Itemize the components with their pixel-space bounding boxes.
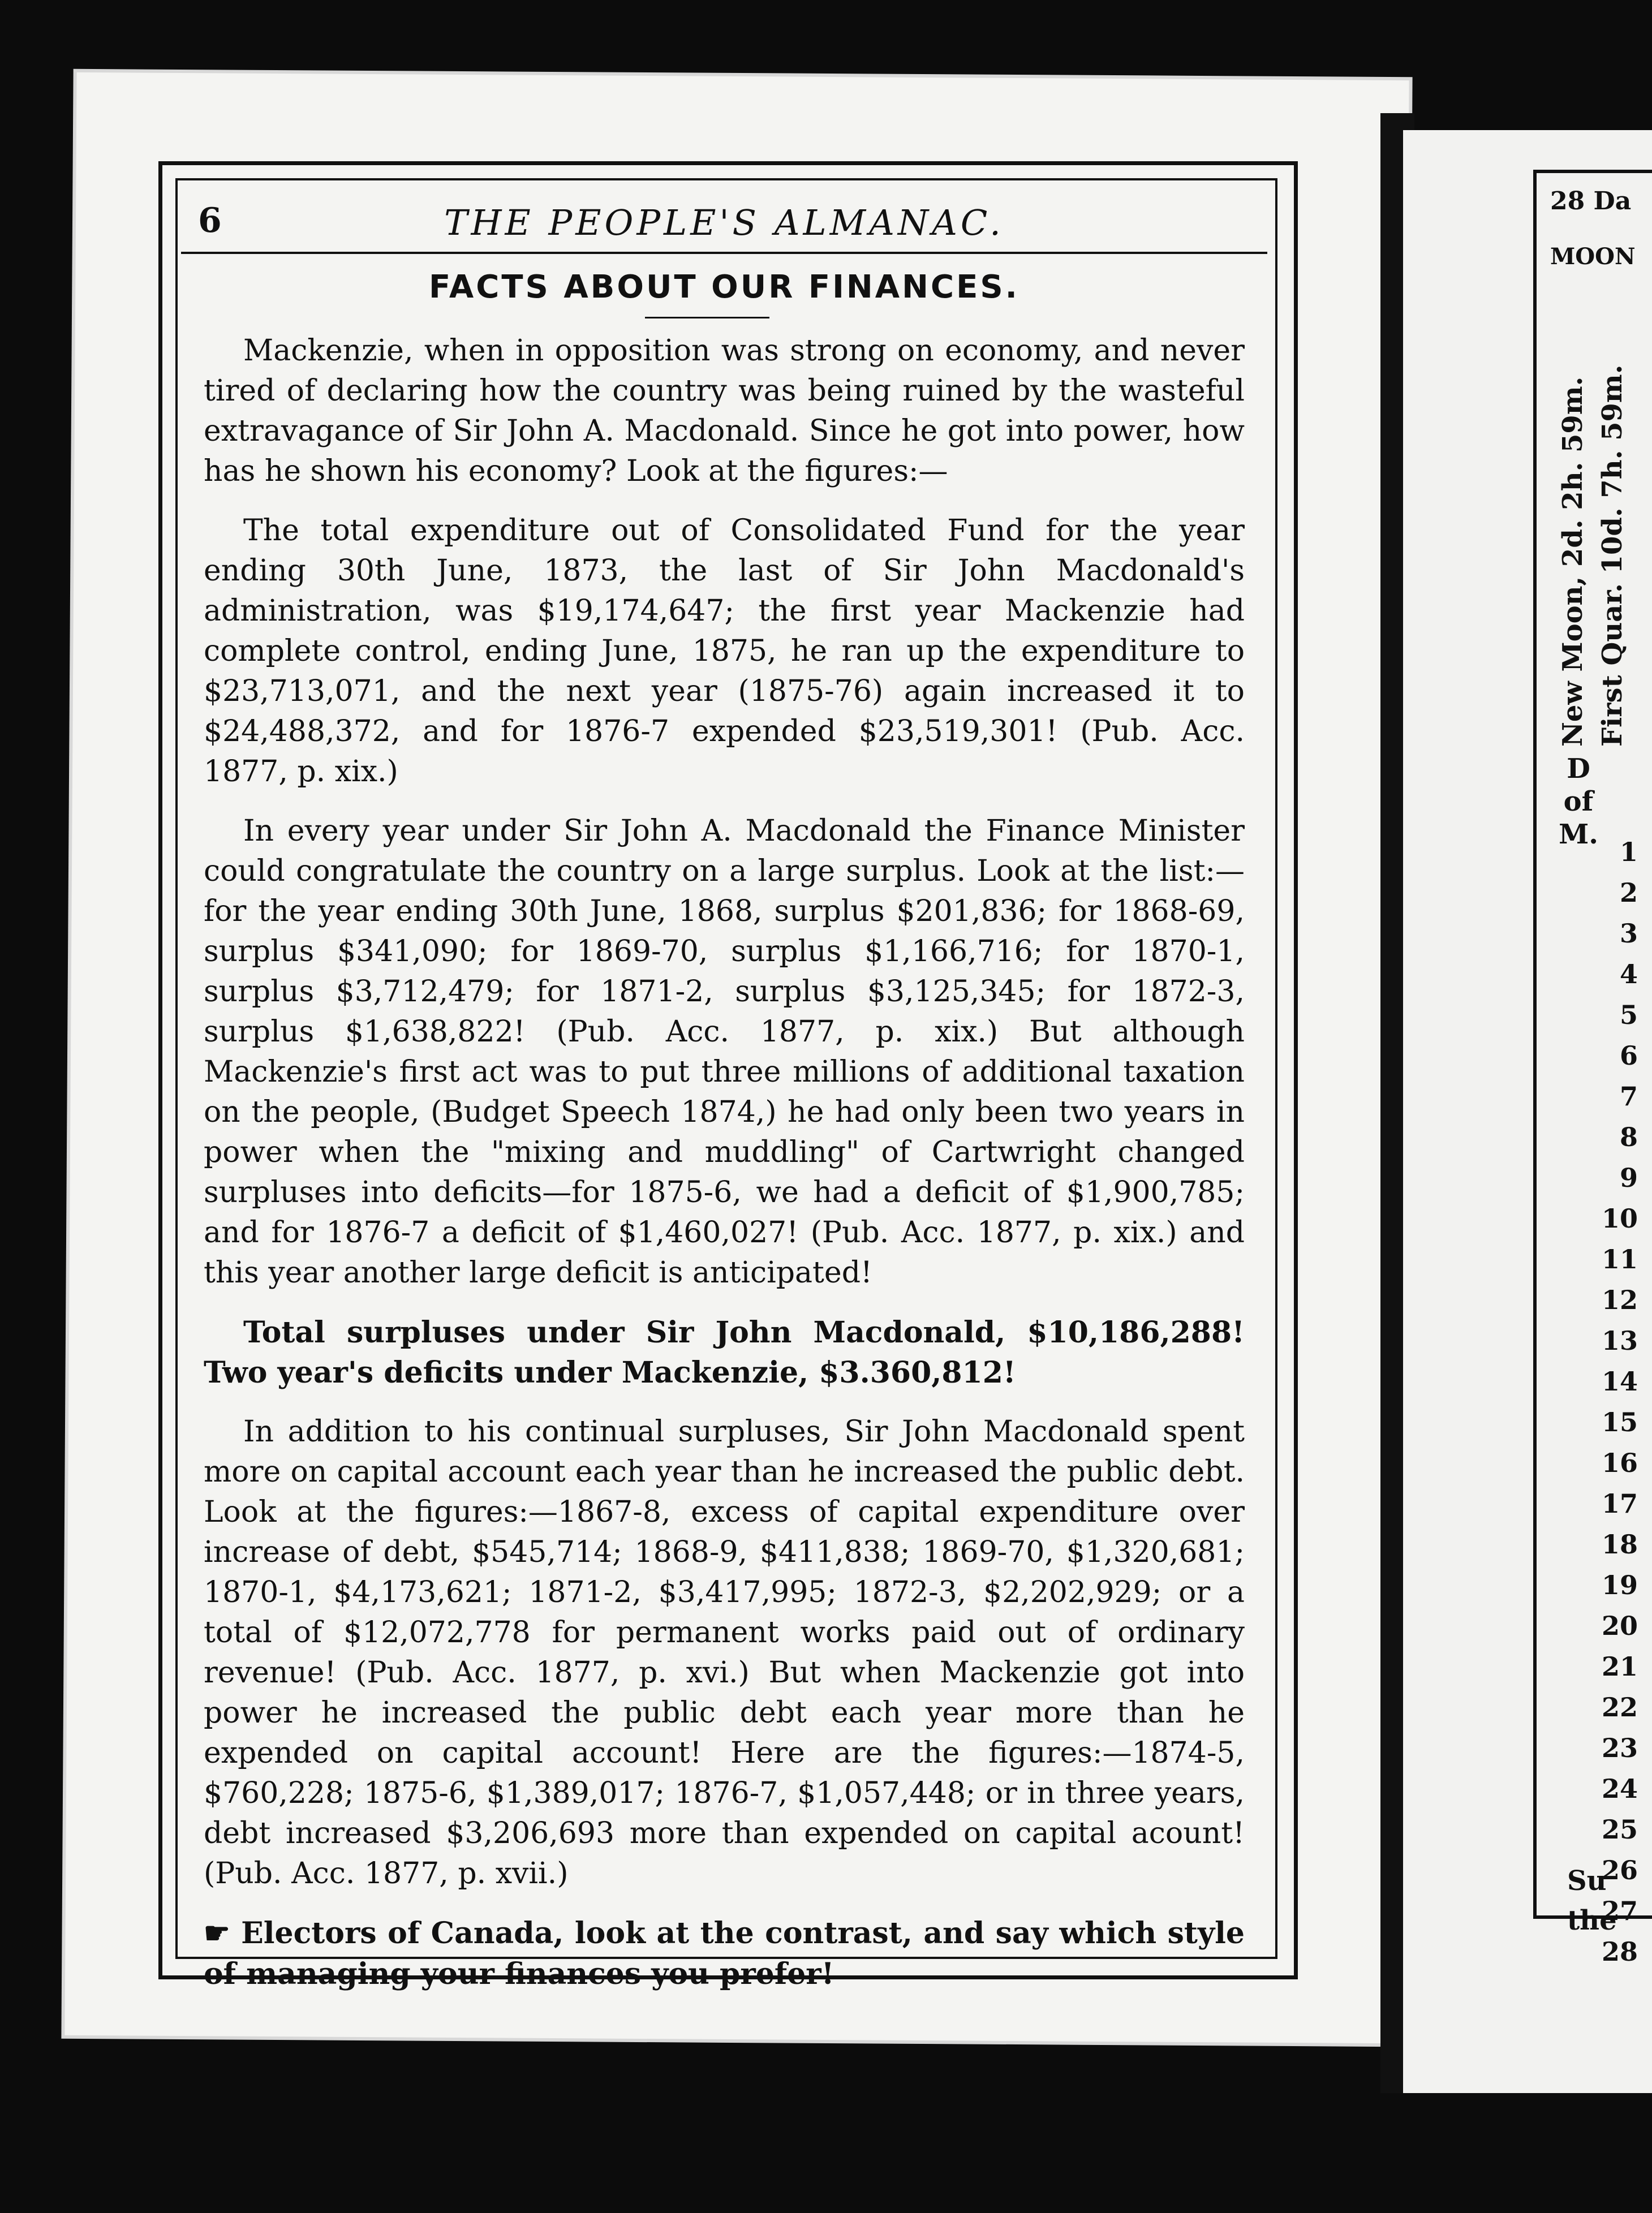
day-number: 25 xyxy=(1601,1814,1638,1845)
closing-paragraph xyxy=(204,1913,1245,1995)
paragraph: Mackenzie, when in opposition was strong on economy, and never tired of declaring how the country was being ruined by the wasteful extravagance of Sir John A. Macdonald. Since he got into power, how has he shown his economy? Look at the figures:— xyxy=(204,334,1245,488)
paragraph: The total expenditure out of Consolidated Fund for the year ending 30th June, 1873, the last of Sir John Macdonald's administration, was $19,174,647; the first year Mackenzie had complete control, ending June, 1875, he ran up the expenditure to $23,713,071, and the next year (1875-76) again increased it to $24,488,372, and for 1876-7 expended $23,519,301! (Pub. Acc. 1877, p. xix.) xyxy=(204,514,1245,789)
day-number: 10 xyxy=(1601,1203,1638,1234)
day-number: 6 xyxy=(1619,1040,1638,1071)
day-number: 1 xyxy=(1619,837,1638,867)
day-number: 27 xyxy=(1601,1896,1638,1926)
day-number: 28 xyxy=(1601,1936,1638,1967)
day-number: 9 xyxy=(1619,1163,1638,1193)
article-body xyxy=(204,331,1245,2014)
paragraph: In every year under Sir John A. Macdonald the Finance Minister could congratulate the country on a large surplus. Look at the list:—for the year ending 30th June, 1868, surplus $201,836; for 1868-69, surplus $341,090; for 1869-70, surplus $1,166,716; for 1870-1, surplus $3,712,479; for 1871-2, surplus $3,125,345; for 1872-3, surplus $1,638,822! (Pub. Acc. 1877, p. xix.) But although Mackenzie's first act was to put three millions of additional taxation on the people, (Budget Speech 1874,) he had only been two years in power when the "mixing and muddling" of Cartwright changed surpluses into deficits—for 1875-6, we had a deficit of $1,900,785; and for 1876-7 a deficit of $1,460,027! (Pub. Acc. 1877, p. xix.) and this year another large deficit is anticipated! xyxy=(204,814,1245,1290)
page-number: 6 xyxy=(198,201,222,240)
day-list xyxy=(1553,832,1638,1972)
day-number: 16 xyxy=(1601,1448,1638,1478)
day-number: 22 xyxy=(1601,1692,1638,1723)
moon-phase: First Quar. 10d. 7h. 59m. xyxy=(1597,364,1628,747)
day-number: 2 xyxy=(1619,877,1638,908)
running-title: THE PEOPLE'S ALMANAC. xyxy=(444,202,1004,243)
page-header xyxy=(181,190,1267,254)
article-title: FACTS ABOUT OUR FINANCES. xyxy=(429,269,1019,305)
day-number: 12 xyxy=(1601,1285,1638,1315)
day-number: 3 xyxy=(1619,918,1638,949)
day-number: 17 xyxy=(1601,1488,1638,1519)
day-number: 4 xyxy=(1619,959,1638,989)
day-number: 18 xyxy=(1601,1529,1638,1560)
paragraph: In addition to his continual surpluses, Sir John Macdonald spent more on capital account each year than he increased the public debt. Look at the figures:—1867-8, excess of capital expenditure over increase of debt, $545,714; 1868-9, $411,838; 1869-70, $1,320,681; 1870-1, $4,173,621; 1871-2, $3,417,995; 1872-3, $2,202,929; or a total of $12,072,778 for permanent works paid out of ordinary revenue! (Pub. Acc. 1877, p. xvi.) But when Mackenzie got into power he increased the public debt each year more than he expended on capital account! Here are the figures:—1874-5, $760,228; 1875-6, $1,389,017; 1876-7, $1,057,448; or in three years, debt increased $3,206,693 more than expended on capital acount! (Pub. Acc. 1877, p. xvii.) xyxy=(204,1415,1245,1891)
title-rule xyxy=(645,317,769,318)
moon-phase: New Moon, 2d. 2h. 59m. xyxy=(1557,376,1589,747)
closing-text: Electors of Canada, look at the contrast, and say which style of managing your finances you prefer! xyxy=(204,1916,1245,1991)
moon-phases xyxy=(1553,283,1644,747)
paragraph: Total surpluses under Sir John Macdonald, $10,186,288! Two year's deficits under Mackenzie, $3.360,812! xyxy=(204,1315,1245,1390)
day-number: 7 xyxy=(1619,1081,1638,1112)
left-page-content xyxy=(74,82,1397,2039)
day-number: 19 xyxy=(1601,1570,1638,1600)
day-number: 20 xyxy=(1601,1611,1638,1641)
day-number: 8 xyxy=(1619,1122,1638,1152)
right-page-header: 28 Da xyxy=(1550,187,1632,216)
day-number: 23 xyxy=(1601,1733,1638,1763)
pointing-hand-icon: ☛ xyxy=(204,1916,242,1951)
day-number: 21 xyxy=(1601,1651,1638,1682)
day-number: 26 xyxy=(1601,1855,1638,1885)
day-number: 14 xyxy=(1601,1366,1638,1397)
day-number: 24 xyxy=(1601,1773,1638,1804)
day-number: 15 xyxy=(1601,1407,1638,1437)
day-number: 11 xyxy=(1601,1244,1638,1275)
day-number: 13 xyxy=(1601,1325,1638,1356)
day-of-month-header: D of M. xyxy=(1559,753,1598,850)
moon-label: MOON xyxy=(1550,243,1636,270)
day-number: 5 xyxy=(1619,1000,1638,1030)
right-page-footer: Su the xyxy=(1567,1865,1617,1936)
